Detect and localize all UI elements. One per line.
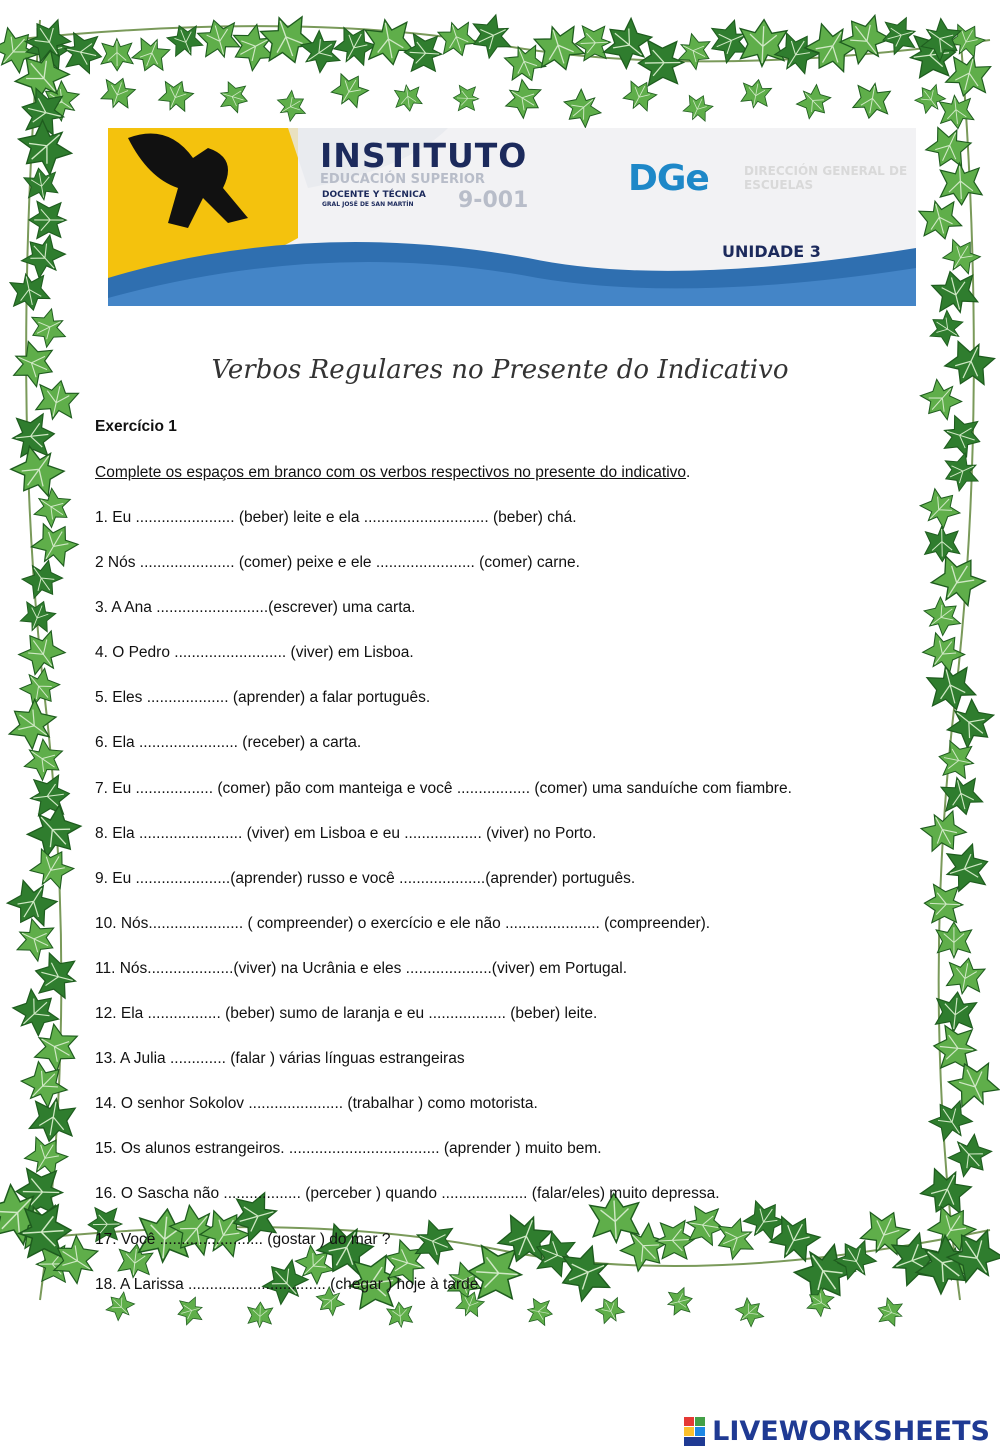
exercise-item: 3. A Ana ..........................(escrever) uma carta. — [95, 599, 416, 617]
institute-subtitle: EDUCACIÓN SUPERIOR — [320, 172, 485, 187]
ivy-leaf-icon — [11, 115, 78, 182]
exercise-item: 7. Eu .................. (comer) pão com manteiga e você ................. (comer) uma sanduíche com fiambre. — [95, 779, 792, 797]
exercise-instruction: Complete os espaços em branco com os verbos respectivos no presente do indicativo — [95, 464, 687, 481]
ivy-leaf-icon — [28, 1095, 78, 1145]
dge-logo: DGe — [628, 158, 709, 199]
liveworksheets-mark-icon — [684, 1417, 706, 1447]
ivy-leaf-icon — [674, 31, 716, 73]
ivy-leaf-icon — [638, 40, 684, 86]
exercise-item: 8. Ela ........................ (viver) em Lisboa e eu .................. (viver) no Porto. — [95, 824, 597, 842]
ivy-leaf-icon — [944, 955, 986, 997]
exercise-item: 12. Ela ................. (beber) sumo de laranja e eu .................. (beber) leite. — [95, 1005, 598, 1023]
exercise-item: 14. O senhor Sokolov ...................... (trabalhar ) como motorista. — [95, 1095, 538, 1113]
ivy-leaf-icon — [739, 77, 772, 110]
institute-line3: GRAL JOSÉ DE SAN MARTÍN — [322, 201, 414, 208]
exercise-list — [95, 509, 792, 1321]
ivy-leaf-icon — [939, 450, 983, 494]
exercise-item: 2 Nós ...................... (comer) peixe e ele ....................... (comer) carne. — [95, 554, 580, 572]
exercise-item: 10. Nós...................... ( compreender) o exercício e ele não ...................... (compreender). — [95, 914, 711, 932]
ivy-leaf-icon — [393, 83, 423, 113]
dge-name: DIRECCIÓN GENERAL DE ESCUELAS — [744, 164, 908, 192]
ivy-leaf-icon — [851, 80, 892, 121]
ivy-leaf-icon — [793, 81, 836, 124]
exercise-item: 4. O Pedro .......................... (viver) em Lisboa. — [95, 644, 414, 662]
exercise-item: 5. Eles ................... (aprender) a falar português. — [95, 689, 431, 707]
exercise-item: 17. Você ........................ (gostar ) do mar ? — [95, 1230, 391, 1248]
ivy-leaf-icon — [466, 11, 516, 61]
ivy-leaf-icon — [453, 85, 479, 111]
ivy-leaf-icon — [61, 30, 106, 75]
ivy-leaf-icon — [19, 735, 68, 784]
institute-code: 9-001 — [458, 188, 529, 213]
ivy-leaf-icon — [29, 485, 76, 532]
ivy-leaf-icon — [916, 196, 964, 244]
ivy-leaf-icon — [941, 841, 994, 894]
ivy-leaf-icon — [27, 516, 82, 571]
ivy-leaf-icon — [164, 20, 205, 61]
ivy-leaf-icon — [403, 33, 443, 73]
ivy-leaf-icon — [362, 16, 415, 69]
ivy-leaf-icon — [938, 162, 982, 206]
ivy-leaf-icon — [129, 33, 172, 76]
ivy-leaf-icon — [936, 922, 972, 958]
ivy-leaf-icon — [924, 526, 960, 562]
institute-line2: DOCENTE Y TÉCNICA — [322, 190, 426, 200]
ivy-leaf-icon — [559, 85, 606, 132]
ivy-leaf-icon — [23, 165, 60, 202]
ivy-leaf-icon — [874, 1296, 906, 1328]
instruction-end: . — [686, 464, 691, 481]
ivy-leaf-icon — [911, 80, 948, 117]
ivy-leaf-icon — [939, 234, 984, 279]
ivy-leaf-icon — [274, 87, 311, 124]
ivy-leaf-icon — [16, 1055, 73, 1112]
ivy-leaf-icon — [2, 694, 62, 754]
ivy-leaf-icon — [924, 884, 964, 924]
ivy-leaf-icon — [920, 593, 967, 640]
exercise-item: 11. Nós....................(viver) na Ucrânia e eles ....................(viver) em Portugal. — [95, 959, 628, 977]
exercise-heading: Exercício 1 — [95, 418, 177, 435]
exercise-item: 18. A Larissa ................................ (chegar ) hoje à tarde. — [95, 1275, 483, 1293]
ivy-leaf-icon — [926, 548, 990, 612]
header-banner — [108, 128, 916, 306]
ivy-leaf-icon — [925, 1094, 977, 1146]
ivy-leaf-icon — [501, 76, 547, 122]
exercise-item: 9. Eu ......................(aprender) russo e você ....................(aprender) português. — [95, 869, 636, 887]
liveworksheets-logo[interactable] — [684, 1416, 990, 1447]
exercise-item: 16. O Sascha não .................. (perceber ) quando .................... (falar/eles) muito depressa. — [95, 1185, 720, 1203]
exercise-item: 6. Ela ....................... (receber) a carta. — [95, 734, 362, 752]
ivy-leaf-icon — [8, 270, 52, 314]
ivy-leaf-icon — [195, 15, 242, 62]
exercise-item: 15. Os alunos estrangeiros. ................................... (aprender ) muito bem. — [95, 1140, 602, 1158]
institute-title: INSTITUTO — [320, 136, 528, 175]
ivy-leaf-icon — [25, 306, 70, 351]
ivy-leaf-icon — [18, 556, 67, 605]
worksheet-title: Verbos Regulares no Presente do Indicativo — [211, 355, 789, 386]
ivy-leaf-icon — [16, 229, 70, 283]
ivy-leaf-icon — [296, 26, 347, 77]
exercise-item: 1. Eu ....................... (beber) leite e ela ............................. (beber) chá. — [95, 509, 577, 526]
ivy-leaf-icon — [939, 413, 985, 459]
ivy-leaf-icon — [156, 75, 196, 115]
ivy-leaf-icon — [328, 68, 372, 112]
ivy-leaf-icon — [99, 73, 138, 112]
ivy-leaf-icon — [101, 39, 133, 71]
ivy-leaf-icon — [944, 1129, 997, 1182]
ivy-leaf-icon — [217, 80, 252, 115]
unit-label: UNIDADE 3 — [722, 242, 821, 261]
ivy-leaf-icon — [943, 51, 993, 101]
ivy-leaf-icon — [16, 664, 65, 713]
ivy-leaf-icon — [916, 483, 965, 532]
ivy-leaf-icon — [925, 307, 968, 350]
instruction-line — [95, 464, 690, 482]
ivy-leaf-icon — [936, 739, 977, 780]
ivy-leaf-icon — [29, 201, 67, 239]
ivy-leaf-icon — [28, 774, 72, 818]
exercise-item: 13. A Julia ............. (falar ) várias línguas estrangeiras — [95, 1050, 465, 1068]
liveworksheets-brand: LIVEWORKSHEETS — [712, 1416, 990, 1447]
ivy-leaf-icon — [681, 90, 716, 125]
